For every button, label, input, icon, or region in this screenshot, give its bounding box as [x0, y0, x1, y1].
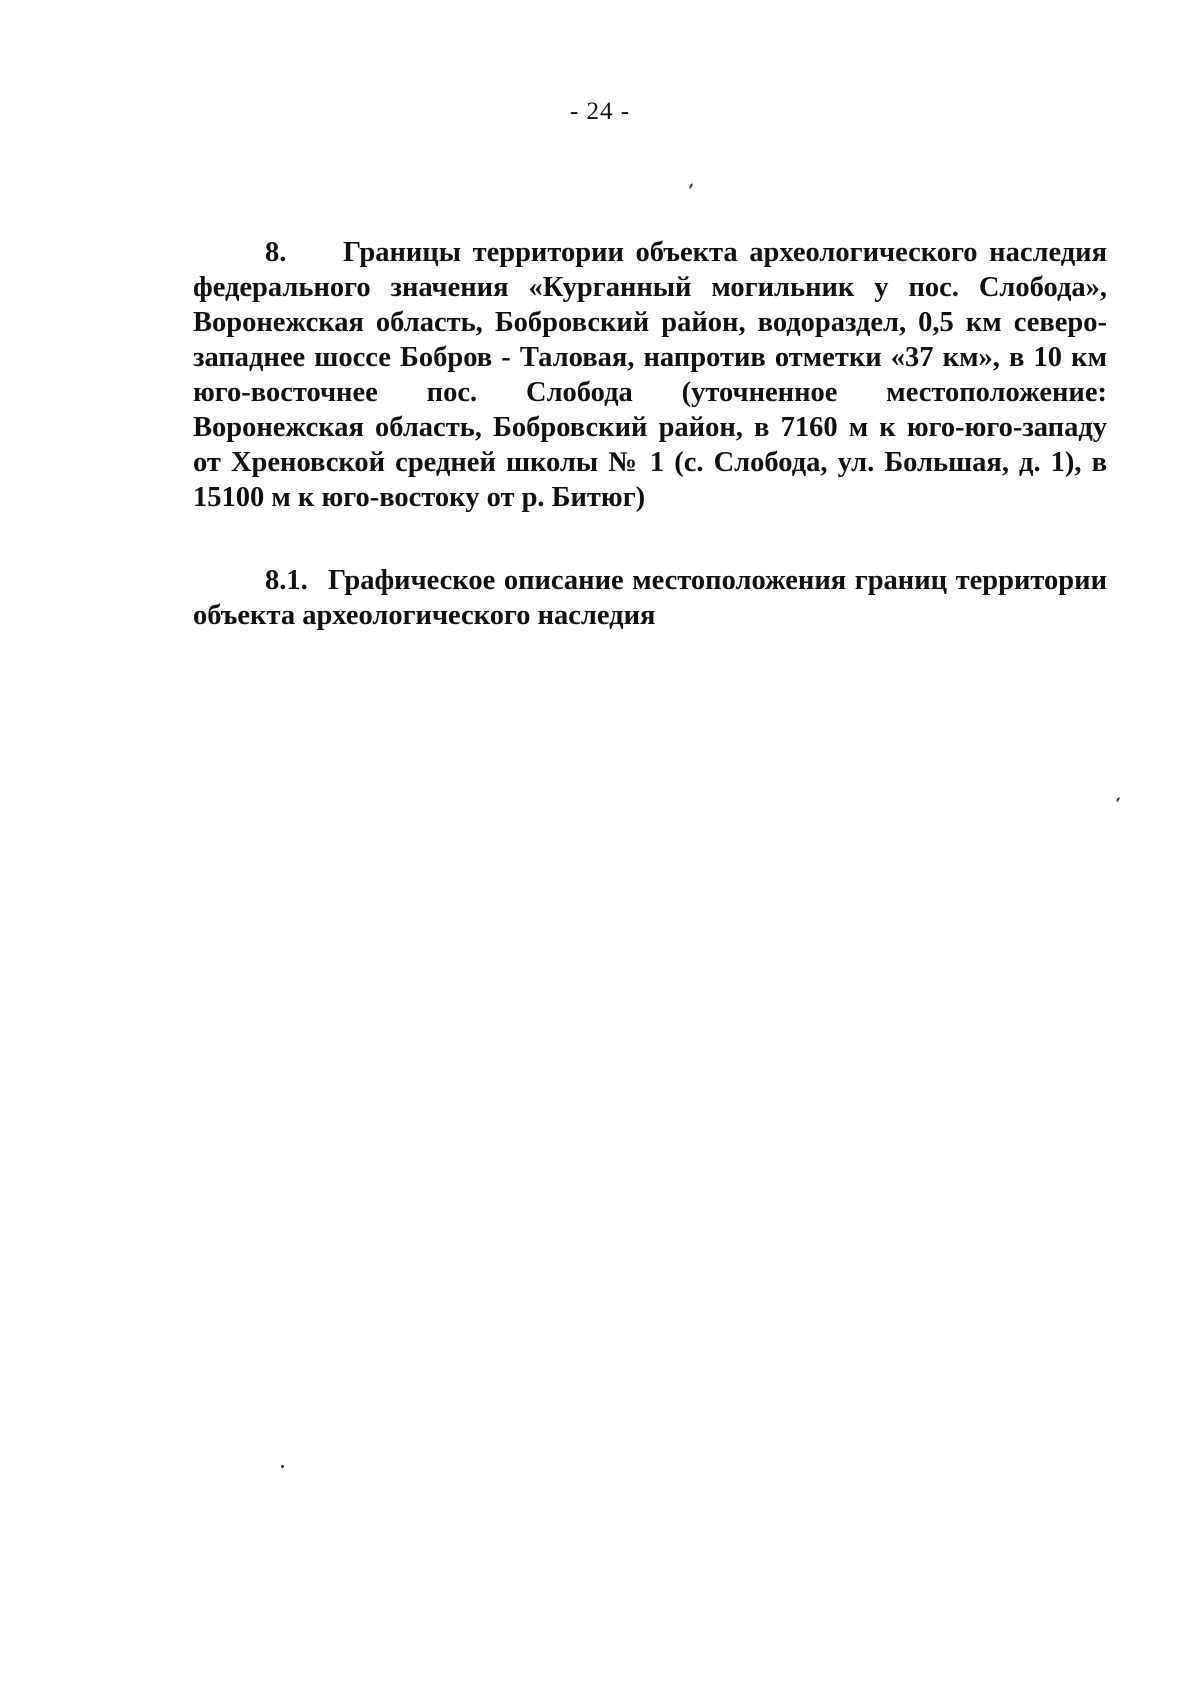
section-8-1-number: 8.1.	[265, 565, 308, 596]
page-number: - 24 -	[569, 98, 631, 125]
section-8-1-heading	[193, 563, 1107, 633]
section-8-1-text: Графическое описание местоположения границ территории объекта археологического наследия	[193, 565, 1107, 631]
section-8-heading	[193, 235, 1107, 515]
section-8-number: 8.	[265, 237, 287, 268]
scan-speck	[689, 183, 694, 189]
scan-speck	[1116, 797, 1120, 802]
scan-speck	[281, 1465, 284, 1468]
section-8-text: Границы территории объекта археологического наследия федерального значения «Курганный могильник у пос. Слобода», Воронежская область, Бобровский район, водораздел, 0,5 км северо-западнее шоссе Бобров - Таловая, напротив отметки «37 км», в 10 км юго-восточнее пос. Слобода (уточненное местоположение: Воронежская область, Бобровский район, в 7160 м к юго-юго-западу от Хреновской средней школы № 1 (с. Слобода, ул. Большая, д. 1), в 15100 м к юго-востоку от р. Битюг)	[193, 237, 1107, 513]
